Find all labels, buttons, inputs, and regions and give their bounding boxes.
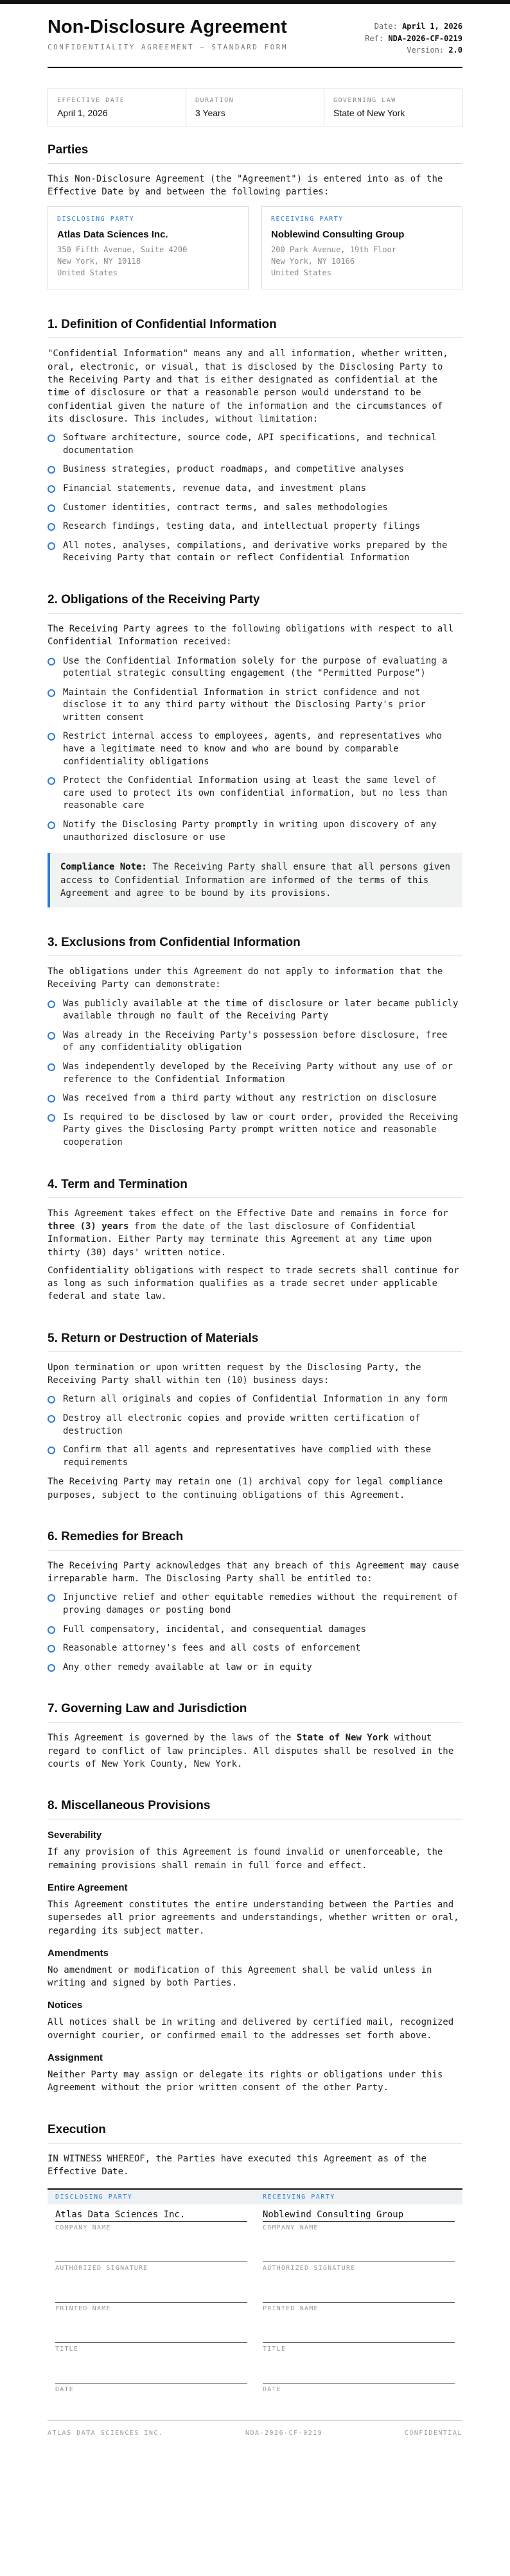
list-item-text: Was already in the Receiving Party's possession before disclosure, free of any confidentiality obligation bbox=[63, 1029, 448, 1053]
list-item bbox=[48, 1444, 462, 1469]
return-outro: The Receiving Party may retain one (1) archival copy for legal compliance purposes, subject to the continuing obligations of this Agreement. bbox=[48, 1477, 443, 1500]
field-label: TITLE bbox=[263, 2346, 286, 2353]
document-subtitle: CONFIDENTIALITY AGREEMENT — STANDARD FORM bbox=[48, 43, 288, 52]
address-line: New York, NY 10118 bbox=[57, 257, 141, 266]
assignment-text: Neither Party may assign or delegate its rights or obligations under this Agreement without the prior written consent of the other Party. bbox=[48, 2070, 443, 2093]
bullet-circle-icon bbox=[48, 1664, 55, 1672]
list-item bbox=[48, 1662, 462, 1674]
exclusions-list bbox=[48, 998, 462, 1149]
signature-cell bbox=[48, 2355, 255, 2396]
title-field[interactable] bbox=[263, 2315, 455, 2343]
list-item bbox=[48, 540, 462, 565]
bullet-circle-icon bbox=[48, 485, 55, 493]
term-text: from the date of the last disclosure of Confidential Information. Either Party may terminate this Agreement at any time upon thirty (30) days' written notice. bbox=[48, 1221, 432, 1258]
list-item bbox=[48, 998, 462, 1023]
governing-law-text: without regard to conflict of law principles. All disputes shall be resolved in the courts of New York County, New York. bbox=[48, 1733, 454, 1770]
execution-intro: IN WITNESS WHEREOF, the Parties have executed this Agreement as of the Effective Date. bbox=[48, 2153, 427, 2177]
parties-intro: This Non-Disclosure Agreement (the "Agreement") is entered into as of the Effective Date by and between the following parties: bbox=[48, 173, 443, 198]
list-item-text: Restrict internal access to employees, agents, and representatives who have a legitimate need to know and who are bound by comparable confidentiality obligations bbox=[63, 731, 443, 767]
subsection-notices: Notices bbox=[48, 2000, 83, 2011]
document-title: Non-Disclosure Agreement bbox=[48, 17, 287, 37]
subsection-amendments: Amendments bbox=[48, 1947, 109, 1959]
list-item-text: Business strategies, product roadmaps, and competitive analyses bbox=[63, 464, 405, 475]
address-line: United States bbox=[57, 268, 118, 278]
list-item bbox=[48, 1592, 462, 1617]
bullet-circle-icon bbox=[48, 1645, 55, 1653]
date-row bbox=[48, 2355, 462, 2396]
bullet-circle-icon bbox=[48, 1626, 55, 1634]
summary-value: April 1, 2026 bbox=[57, 107, 108, 118]
bullet-circle-icon bbox=[48, 689, 55, 697]
date-field[interactable] bbox=[55, 2355, 247, 2383]
bullet-circle-icon bbox=[48, 1594, 55, 1602]
date-field[interactable] bbox=[263, 2355, 455, 2383]
section-heading-execution: Execution bbox=[48, 2123, 462, 2143]
section-heading-exclusions: 3. Exclusions from Confidential Information bbox=[48, 936, 462, 956]
signature-header-row bbox=[48, 2189, 462, 2204]
section-heading-parties: Parties bbox=[48, 143, 462, 164]
signature-cell bbox=[48, 2274, 255, 2315]
field-label: COMPANY NAME bbox=[55, 2224, 111, 2232]
definition-list bbox=[48, 432, 462, 565]
summary-duration bbox=[186, 89, 324, 126]
list-item-text: All notes, analyses, compilations, and derivative works prepared by the Receiving Party that contain or reflect Confidential Information bbox=[63, 540, 448, 563]
list-item bbox=[48, 1642, 462, 1655]
footer-reference: NDA-2026-CF-0219 bbox=[245, 2430, 323, 2437]
receiving-column-header: RECEIVING PARTY bbox=[255, 2189, 462, 2204]
summary-label: GOVERNING LAW bbox=[333, 96, 396, 104]
list-item bbox=[48, 775, 462, 812]
signature-field[interactable] bbox=[55, 2234, 247, 2262]
list-item bbox=[48, 1393, 462, 1406]
signature-field[interactable] bbox=[263, 2234, 455, 2262]
list-item-text: Notify the Disclosing Party promptly in writing upon discovery of any unauthorized disclosure or use bbox=[63, 820, 437, 843]
field-label: COMPANY NAME bbox=[263, 2224, 319, 2232]
meta-version-value: 2.0 bbox=[448, 46, 462, 55]
list-item-text: Protect the Confidential Information using at least the same level of care used to protect its own confidential information, but no less than reasonable care bbox=[63, 775, 448, 811]
bullet-circle-icon bbox=[48, 1063, 55, 1071]
list-item bbox=[48, 655, 462, 680]
disclosing-column-header: DISCLOSING PARTY bbox=[48, 2189, 255, 2204]
document-meta bbox=[365, 21, 462, 56]
field-label: AUTHORIZED SIGNATURE bbox=[263, 2265, 356, 2272]
list-item-text: Full compensatory, incidental, and consequential damages bbox=[63, 1624, 367, 1635]
bullet-circle-icon bbox=[48, 1396, 55, 1404]
signature-cell bbox=[48, 2315, 255, 2355]
meta-version bbox=[365, 44, 462, 56]
footer-company: ATLAS DATA SCIENCES INC. bbox=[48, 2430, 164, 2437]
signature-cell bbox=[48, 2204, 255, 2234]
return-list bbox=[48, 1393, 462, 1469]
list-item-text: Research findings, testing data, and intellectual property filings bbox=[63, 521, 421, 532]
party-cards bbox=[48, 206, 462, 289]
footer-classification: CONFIDENTIAL bbox=[404, 2430, 462, 2437]
list-item bbox=[48, 1624, 462, 1636]
company-name-field[interactable]: Noblewind Consulting Group bbox=[263, 2204, 455, 2222]
bullet-circle-icon bbox=[48, 523, 55, 531]
list-item bbox=[48, 819, 462, 844]
field-label: PRINTED NAME bbox=[55, 2305, 111, 2313]
address-line: New York, NY 10166 bbox=[271, 257, 355, 266]
list-item-text: Is required to be disclosed by law or court order, provided the Receiving Party gives the Disclosing Party prompt written notice and reasonable cooperation bbox=[63, 1112, 459, 1148]
section-heading-term: 4. Term and Termination bbox=[48, 1178, 462, 1198]
bullet-circle-icon bbox=[48, 1000, 55, 1008]
company-name-row bbox=[48, 2204, 462, 2234]
amendments-text: No amendment or modification of this Agreement shall be valid unless in writing and signed by both Parties. bbox=[48, 1964, 432, 1989]
subsection-assignment: Assignment bbox=[48, 2052, 103, 2063]
obligations-intro: The Receiving Party agrees to the following obligations with respect to all Confidential Information received: bbox=[48, 623, 454, 648]
section-heading-return: 5. Return or Destruction of Materials bbox=[48, 1332, 462, 1352]
document-header bbox=[48, 17, 462, 68]
field-label: TITLE bbox=[55, 2346, 79, 2353]
remedies-list bbox=[48, 1592, 462, 1674]
signature-cell bbox=[48, 2234, 255, 2274]
compliance-note-label: Compliance Note: bbox=[60, 862, 147, 873]
summary-label: EFFECTIVE DATE bbox=[57, 96, 125, 104]
disclosing-party-card bbox=[48, 206, 249, 289]
meta-ref-label: Ref: bbox=[365, 33, 384, 43]
compliance-note-text: The Receiving Party shall ensure that all persons given access to Confidential Information are informed of the terms of this Agreement and agree to be bound by its provisions. bbox=[60, 862, 450, 898]
list-item-text: Use the Confidential Information solely for the purpose of evaluating a potential strategic consulting engagement (the "Permitted Purpose") bbox=[63, 655, 448, 679]
bullet-circle-icon bbox=[48, 821, 55, 829]
list-item-text: Software architecture, source code, API specifications, and technical documentation bbox=[63, 433, 437, 456]
section-heading-remedies: 6. Remedies for Breach bbox=[48, 1530, 462, 1550]
governing-law-text: This Agreement is governed by the laws of the bbox=[48, 1733, 297, 1744]
list-item bbox=[48, 1092, 462, 1105]
governing-law-paragraph bbox=[48, 1731, 462, 1771]
address-line: 200 Park Avenue, 19th Floor bbox=[271, 245, 397, 255]
list-item bbox=[48, 463, 462, 476]
list-item-text: Any other remedy available at law or in equity bbox=[63, 1662, 312, 1672]
field-label: PRINTED NAME bbox=[263, 2305, 319, 2313]
field-label: DATE bbox=[263, 2386, 281, 2394]
section-heading-obligations: 2. Obligations of the Receiving Party bbox=[48, 593, 462, 614]
governing-law-emphasis: State of New York bbox=[296, 1733, 389, 1744]
printed-name-field[interactable] bbox=[263, 2274, 455, 2303]
summary-label: DURATION bbox=[195, 96, 234, 104]
meta-ref bbox=[365, 33, 462, 45]
section-heading-definition: 1. Definition of Confidential Information bbox=[48, 318, 462, 338]
list-item-text: Destroy all electronic copies and provide written certification of destruction bbox=[63, 1413, 421, 1436]
meta-date-value: April 1, 2026 bbox=[402, 22, 462, 31]
summary-effective-date bbox=[48, 89, 186, 126]
bullet-circle-icon bbox=[48, 542, 55, 550]
list-item-text: Customer identities, contract terms, and sales methodologies bbox=[63, 502, 388, 513]
compliance-note bbox=[48, 853, 462, 907]
notices-text: All notices shall be in writing and delivered by certified mail, recognized overnight courier, or confirmed email to the addresses set forth above. bbox=[48, 2017, 454, 2041]
bullet-circle-icon bbox=[48, 1032, 55, 1040]
exclusions-intro: The obligations under this Agreement do not apply to information that the Receiving Party can demonstrate: bbox=[48, 966, 443, 990]
signature-cell bbox=[255, 2315, 462, 2355]
list-item-text: Financial statements, revenue data, and investment plans bbox=[63, 483, 367, 494]
term-text: This Agreement takes effect on the Effective Date and remains in force for bbox=[48, 1208, 448, 1219]
title-row bbox=[48, 2315, 462, 2355]
address-line: 350 Fifth Avenue, Suite 4200 bbox=[57, 245, 188, 255]
section-heading-miscellaneous: 8. Miscellaneous Provisions bbox=[48, 1799, 462, 1819]
page-footer bbox=[48, 2420, 462, 2456]
summary-governing-law bbox=[324, 89, 462, 126]
party-address bbox=[57, 244, 239, 279]
summary-value: State of New York bbox=[333, 107, 405, 118]
list-item bbox=[48, 1112, 462, 1149]
meta-date-label: Date: bbox=[374, 22, 398, 31]
address-line: United States bbox=[271, 268, 331, 278]
receiving-party-card bbox=[261, 206, 462, 289]
signature-cell bbox=[255, 2204, 462, 2234]
meta-ref-value: NDA-2026-CF-0219 bbox=[388, 33, 462, 43]
bullet-circle-icon bbox=[48, 434, 55, 442]
party-role: RECEIVING PARTY bbox=[271, 216, 344, 223]
bullet-circle-icon bbox=[48, 733, 55, 741]
list-item-text: Was independently developed by the Receiving Party without any use of or reference to the Confidential Information bbox=[63, 1061, 453, 1085]
list-item-text: Return all originals and copies of Confidential Information in any form bbox=[63, 1394, 448, 1405]
party-role: DISCLOSING PARTY bbox=[57, 216, 135, 223]
bullet-circle-icon bbox=[48, 466, 55, 474]
list-item bbox=[48, 687, 462, 725]
subsection-severability: Severability bbox=[48, 1830, 102, 1841]
party-name: Noblewind Consulting Group bbox=[271, 229, 405, 241]
list-item-text: Reasonable attorney's fees and all costs of enforcement bbox=[63, 1643, 361, 1654]
summary-value: 3 Years bbox=[195, 107, 225, 118]
signature-cell bbox=[255, 2355, 462, 2396]
bullet-circle-icon bbox=[48, 1114, 55, 1122]
party-address bbox=[271, 244, 453, 279]
list-item-text: Was publicly available at the time of disclosure or later became publicly available through no fault of the Receiving Party bbox=[63, 998, 459, 1022]
party-name: Atlas Data Sciences Inc. bbox=[57, 229, 168, 241]
subsection-entire-agreement: Entire Agreement bbox=[48, 1882, 128, 1893]
severability-text: If any provision of this Agreement is found invalid or unenforceable, the remaining provisions shall remain in full force and effect. bbox=[48, 1847, 443, 1871]
title-field[interactable] bbox=[55, 2315, 247, 2343]
meta-date bbox=[365, 21, 462, 33]
section-heading-governing-law: 7. Governing Law and Jurisdiction bbox=[48, 1702, 462, 1722]
bullet-circle-icon bbox=[48, 777, 55, 785]
list-item-text: Confirm that all agents and representatives have complied with these requirements bbox=[63, 1445, 432, 1468]
trade-secret-paragraph: Confidentiality obligations with respect to trade secrets shall continue for as long as such information qualifies as a trade secret under applicable federal and state law. bbox=[48, 1265, 459, 1302]
printed-name-field[interactable] bbox=[55, 2274, 247, 2303]
list-item-text: Injunctive relief and other equitable remedies without the requirement of proving damages or posting bond bbox=[63, 1592, 459, 1616]
list-item bbox=[48, 520, 462, 533]
list-item bbox=[48, 730, 462, 768]
list-item bbox=[48, 483, 462, 495]
obligations-list bbox=[48, 655, 462, 845]
remedies-intro: The Receiving Party acknowledges that any breach of this Agreement may cause irreparable harm. The Disclosing Party shall be entitled to: bbox=[48, 1560, 459, 1584]
definition-intro: "Confidential Information" means any and all information, whether written, oral, electronic, or visual, that is disclosed by the Disclosing Party to the Receiving Party and that is either designated as confidential at the time of disclosure or that a reasonable person would understand to be confidential given the nature of the information and the circumstances of its disclosure. This includes, without limitation: bbox=[48, 348, 448, 424]
title-block bbox=[48, 17, 288, 51]
printed-name-row bbox=[48, 2274, 462, 2315]
return-intro: Upon termination or upon written request by the Disclosing Party, the Receiving Party shall within ten (10) business days: bbox=[48, 1362, 421, 1386]
bullet-circle-icon bbox=[48, 1095, 55, 1103]
term-duration-emphasis: three (3) years bbox=[48, 1221, 129, 1232]
list-item bbox=[48, 1061, 462, 1086]
signature-row bbox=[48, 2234, 462, 2274]
field-label: DATE bbox=[55, 2386, 74, 2394]
signature-table bbox=[48, 2188, 462, 2396]
bullet-circle-icon bbox=[48, 1415, 55, 1423]
list-item bbox=[48, 1413, 462, 1438]
signature-cell bbox=[255, 2274, 462, 2315]
list-item bbox=[48, 1029, 462, 1054]
list-item-text: Was received from a third party without any restriction on disclosure bbox=[63, 1093, 437, 1104]
list-item bbox=[48, 432, 462, 457]
entire-agreement-text: This Agreement constitutes the entire understanding between the Parties and supersedes all prior agreements and understandings, whether written or oral, regarding its subject matter. bbox=[48, 1899, 459, 1936]
bullet-circle-icon bbox=[48, 658, 55, 665]
term-paragraph bbox=[48, 1207, 462, 1259]
bullet-circle-icon bbox=[48, 504, 55, 512]
company-name-field[interactable]: Atlas Data Sciences Inc. bbox=[55, 2204, 247, 2222]
list-item-text: Maintain the Confidential Information in strict confidence and not disclose it to any third party without the Disclosing Party's prior written consent bbox=[63, 687, 426, 723]
list-item bbox=[48, 502, 462, 515]
bullet-circle-icon bbox=[48, 1447, 55, 1454]
summary-box bbox=[48, 89, 462, 126]
field-label: AUTHORIZED SIGNATURE bbox=[55, 2265, 148, 2272]
signature-cell bbox=[255, 2234, 462, 2274]
meta-version-label: Version: bbox=[407, 46, 444, 55]
